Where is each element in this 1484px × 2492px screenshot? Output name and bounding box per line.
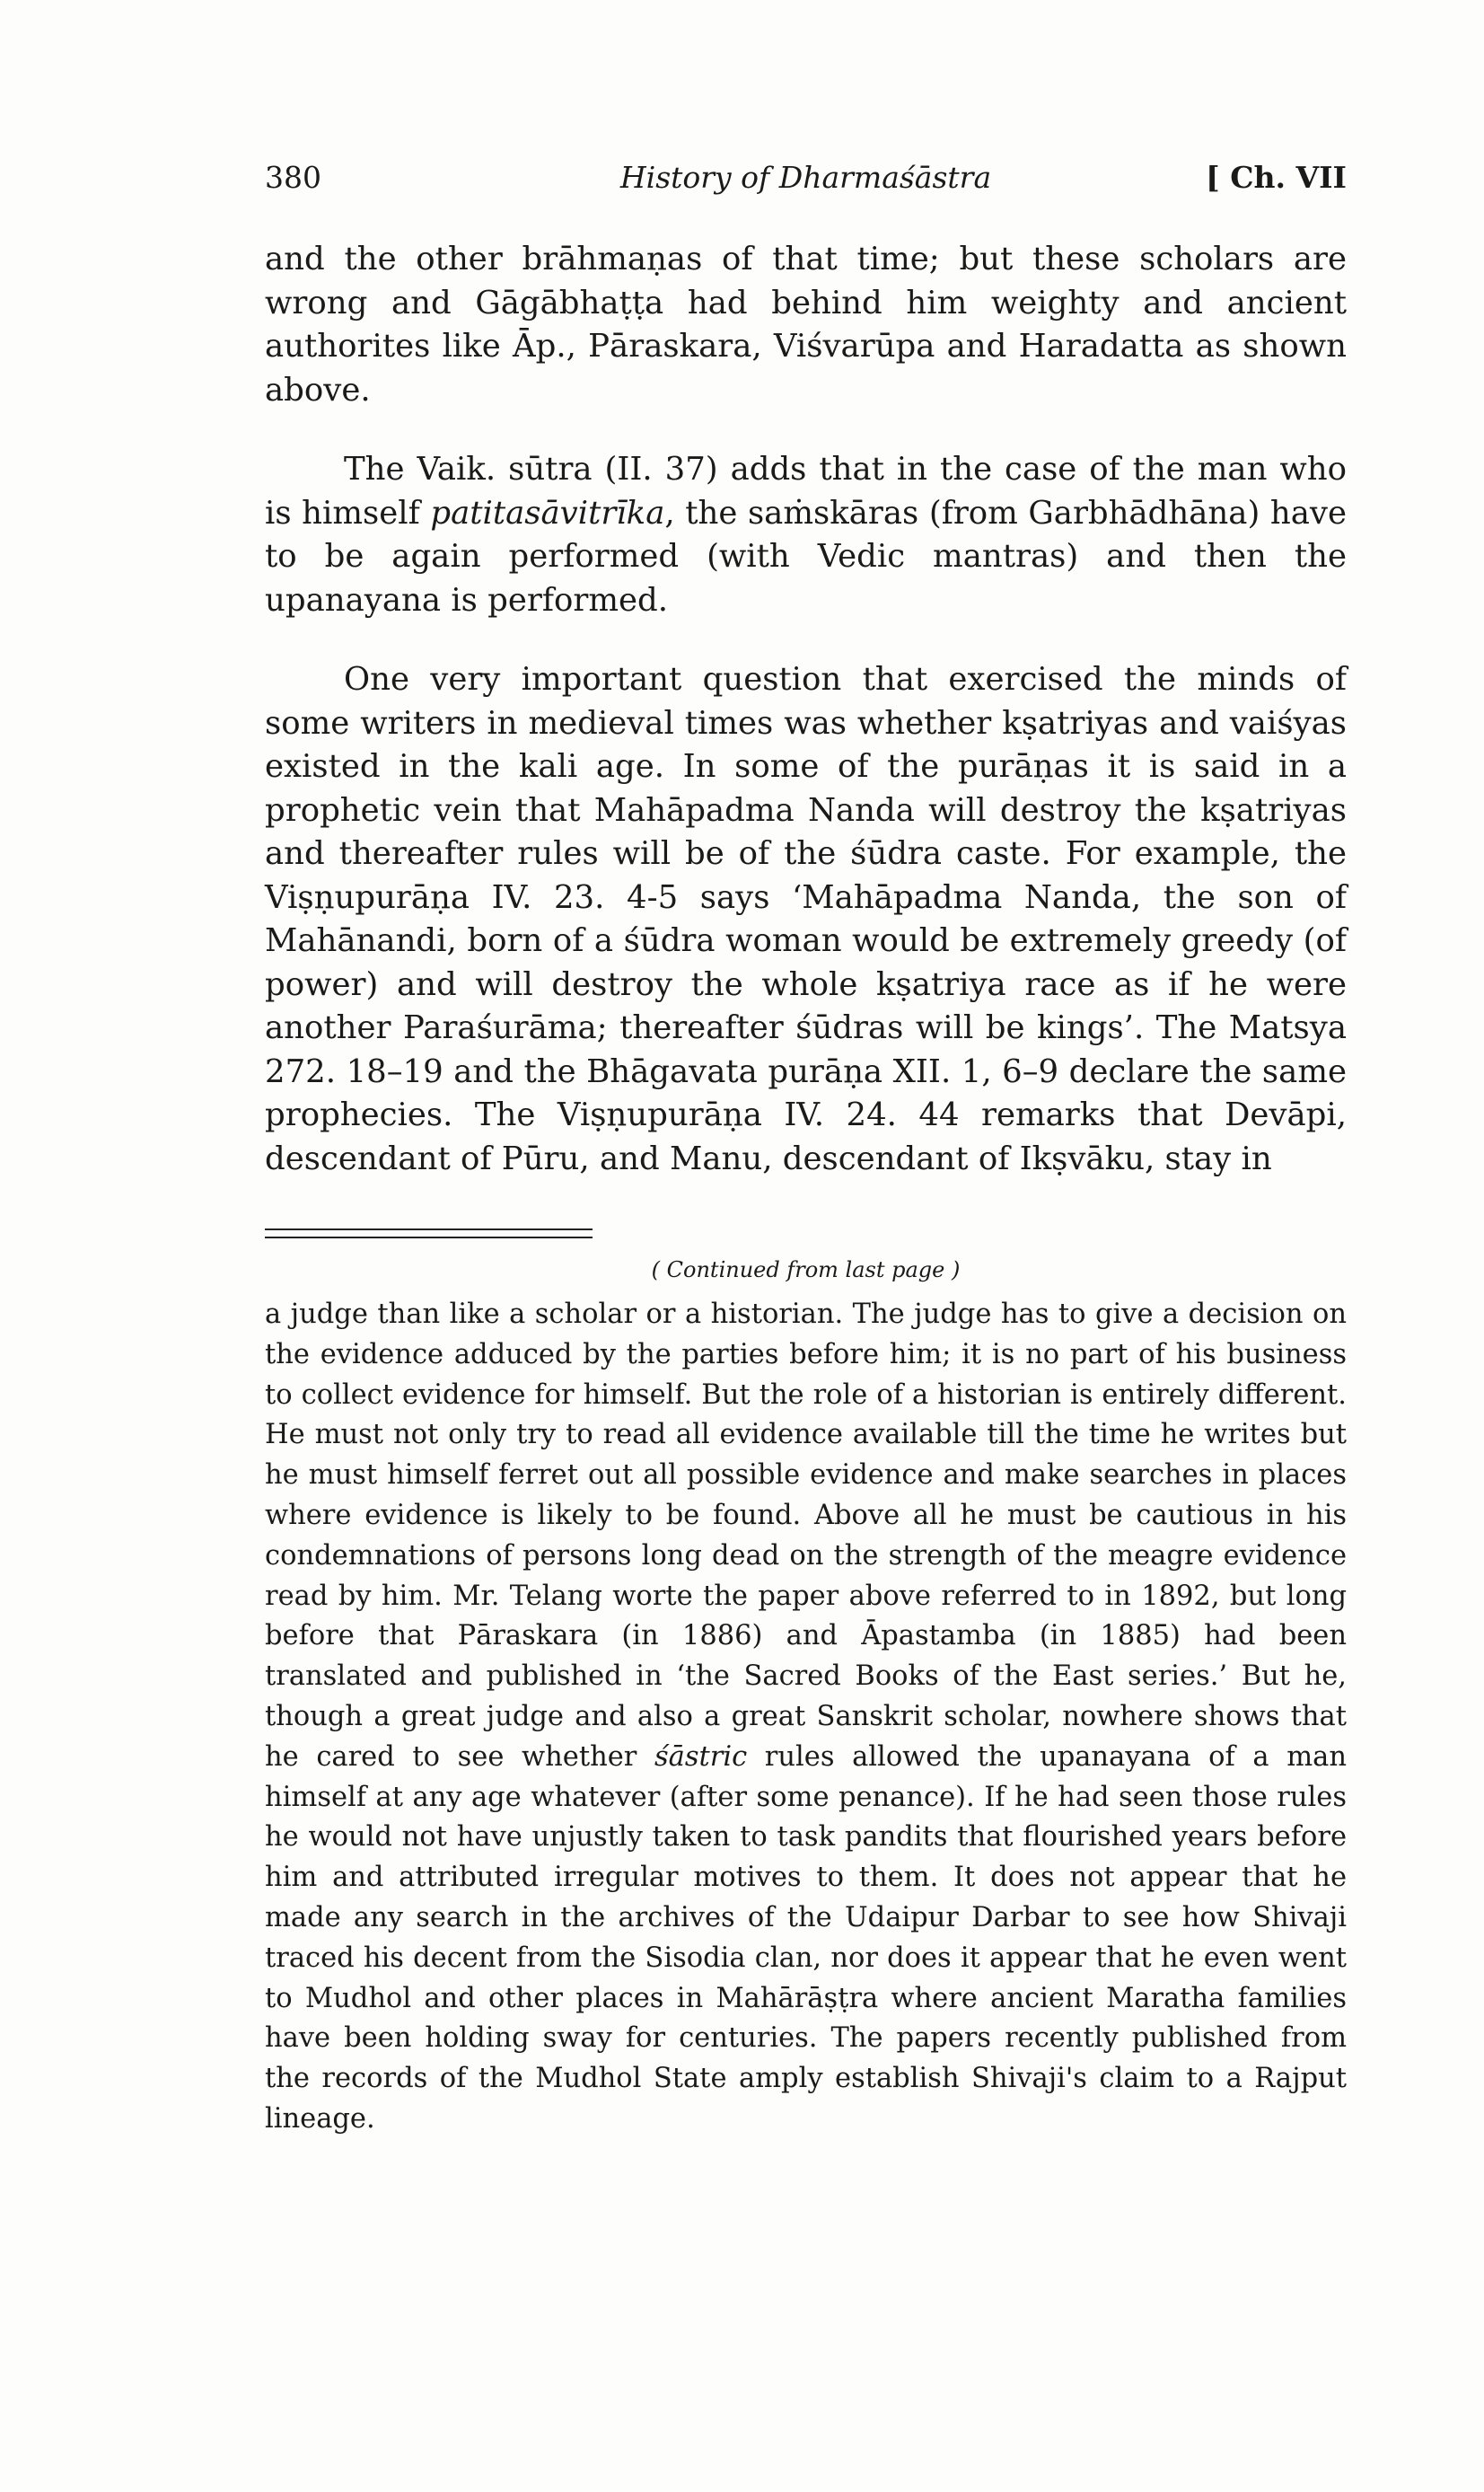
page-number: 380 (265, 160, 321, 195)
paragraph-2-end: , the saṁskāras (from Garbhādhāna) have to be again performed (with Vedic mantras) and then the upanayana is performed. (265, 494, 1347, 619)
footnote-text-end: rules allowed the upanayana of a man himself at any age whatever (after some penance). If he had seen those rules he would not have unjustly taken to task pandits that flourished years before him and attributed irregular motives to them. It does not appear that he made any search in the archives of the Udaipur Darbar to see how Shivaji traced his decent from the Sisodia clan, nor does it appear that he even went to Mudhol and other places in Mahārāṣṭra where ancient Maratha families have been holding sway for centuries. The papers recently published from the records of the Mudhol State amply establish Shivaji's claim to a Rajput lineage. (265, 1740, 1347, 2135)
paragraph-2-italic-term: patitasāvitrīka (430, 494, 665, 532)
paragraph-1: and the other brāhmaṇas of that time; but these scholars are wrong and Gāgābhaṭṭa had behind him weighty and ancient authorites like Āp., Pāraskara, Viśvarūpa and Haradatta as shown above. (265, 241, 1347, 409)
footnote-italic-term: śāstric (654, 1740, 748, 1773)
footnote-continued-label: ( Continued from last page ) (651, 1257, 961, 1282)
main-text (265, 238, 1347, 1217)
paragraph-3: One very important question that exercised the minds of some writers in medieval times was whether kṣatriyas and vaiśyas existed in the kali age. In some of the purāṇas it is said in a prophetic vein that Mahāpadma Nanda will destroy the kṣatriyas and thereafter rules will be of the śūdra caste. For example, the Viṣṇupurāṇa IV. 23. 4-5 says ‘Mahāpadma Nanda, the son of Mahānandi, born of a śūdra woman would be extremely greedy (of power) and will destroy the whole kṣatriya race as if he were another Paraśurāma; thereafter śūdras will be kings’. The Matsya 272. 18–19 and the Bhāgavata purāṇa XII. 1, 6–9 declare the same prophecies. The Viṣṇupurāṇa IV. 24. 44 remarks that Devāpi, descendant of Pūru, and Manu, descendant of Ikṣvāku, stay in (265, 661, 1347, 1177)
footnote-divider (265, 1228, 593, 1238)
running-head (265, 160, 1347, 205)
chapter-label: [ Ch. VII (1206, 160, 1347, 195)
footnote (265, 1295, 1347, 2140)
paragraph-2 (265, 448, 1347, 622)
footnote-text-start: a judge than like a scholar or a historian. The judge has to give a decision on the evidence adduced by the parties before him; it is no part of his business to collect evidence for himself. But the role of a historian is entirely different. He must not only try to read all evidence available till the time he writes but he must himself ferret out all possible evidence and make searches in places where evidence is likely to be found. Above all he must be cautious in his condemnations of persons long dead on the strength of the meagre evidence read by him. Mr. Telang worte the paper above referred to in 1892, but long before that Pāraskara (in 1886) and Āpastamba (in 1885) had been translated and published in ‘the Sacred Books of the East series.’ But he, though a great judge and also a great Sanskrit scholar, nowhere shows that he cared to see whether (265, 1299, 1347, 1773)
book-title: History of Dharmaśāstra (619, 160, 992, 195)
footnote-paragraph (265, 1295, 1347, 2140)
paragraph-2-start: The Vaik. sūtra (II. 37) adds that in the case of the man who is himself (265, 451, 1347, 532)
